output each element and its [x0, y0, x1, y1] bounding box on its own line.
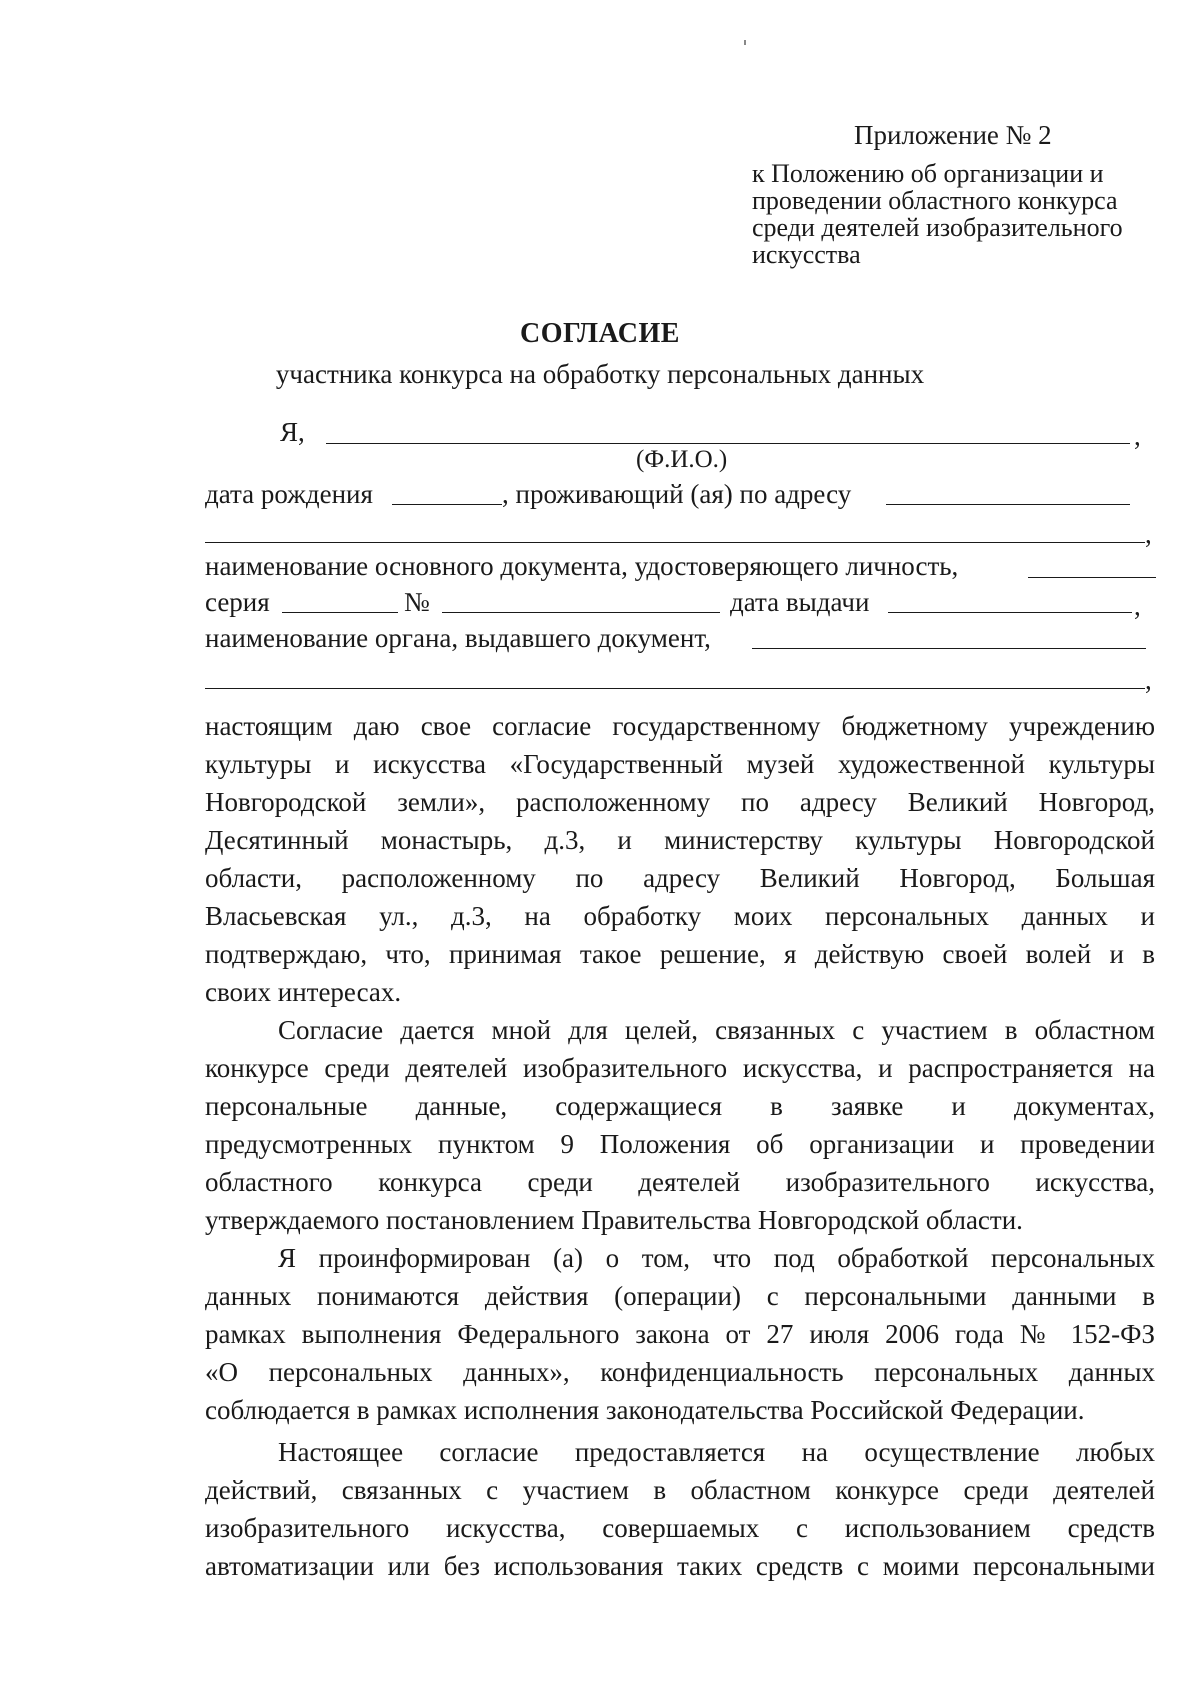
issuer-continuation-field[interactable] — [205, 688, 1145, 689]
paragraph-line: конкурсе среди деятелей изобразительного искусства, и распространяется на — [205, 1053, 1155, 1083]
address-comma: , — [1145, 519, 1152, 549]
paragraph-line: Согласие дается мной для целей, связанных с участием в областном — [278, 1015, 1155, 1045]
paragraph-line: Новгородской земли», расположенному по адресу Великий Новгород, — [205, 787, 1155, 817]
paragraph-line: областного конкурса среди деятелей изобразительного искусства, — [205, 1167, 1155, 1197]
birth-label: дата рождения — [205, 479, 373, 509]
document-name-label: наименование основного документа, удостоверяющего личность, — [205, 551, 959, 581]
address-continuation-field[interactable] — [205, 542, 1145, 543]
i-label: Я, — [280, 417, 305, 447]
paragraph-line: утверждаемого постановлением Правительства Новгородской области. — [205, 1205, 1023, 1235]
paragraph-line: Я проинформирован (а) о том, что под обработкой персональных — [278, 1243, 1155, 1273]
paragraph-line: своих интересах. — [205, 977, 402, 1007]
annex-reference-line: среди деятелей изобразительного — [752, 213, 1123, 242]
fio-comma: , — [1134, 421, 1141, 451]
issue-date-field[interactable] — [888, 612, 1132, 613]
series-label: серия — [205, 587, 270, 617]
issuer-comma: , — [1145, 665, 1152, 695]
annex-number: Приложение № 2 — [854, 120, 1052, 150]
paragraph-line: соблюдается в рамках исполнения законодательства Российской Федерации. — [205, 1395, 1085, 1425]
issuer-field[interactable] — [752, 648, 1146, 649]
number-label: № — [404, 587, 430, 617]
fio-field[interactable] — [326, 443, 1130, 444]
paragraph-line: области, расположенному по адресу Великий Новгород, Большая — [205, 863, 1155, 893]
paragraph-line: Власьевская ул., д.3, на обработку моих персональных данных и — [205, 901, 1155, 931]
paragraph-line: подтверждаю, что, принимая такое решение, я действую своей волей и в — [205, 939, 1155, 969]
scan-speck — [744, 40, 746, 45]
annex-reference-line: к Положению об организации и — [752, 159, 1104, 188]
document-name-field[interactable] — [1028, 577, 1156, 578]
number-field[interactable] — [442, 612, 720, 613]
annex-reference-line: проведении областного конкурса — [752, 186, 1118, 215]
paragraph-line: Десятинный монастырь, д.3, и министерству культуры Новгородской — [205, 825, 1155, 855]
paragraph-line: «О персональных данных», конфиденциальность персональных данных — [205, 1357, 1155, 1387]
residing-label: , проживающий (ая) по адресу — [502, 479, 852, 509]
paragraph-line: данных понимаются действия (операции) с персональными данными в — [205, 1281, 1155, 1311]
paragraph-line: настоящим даю свое согласие государственному бюджетному учреждению — [205, 711, 1155, 741]
address-field[interactable] — [886, 504, 1130, 505]
annex-reference — [752, 160, 1162, 268]
series-field[interactable] — [282, 612, 398, 613]
paragraph-line: Настоящее согласие предоставляется на осуществление любых — [278, 1437, 1155, 1467]
issue-date-comma: , — [1134, 591, 1141, 621]
paragraph-line: персональные данные, содержащиеся в заявке и документах, — [205, 1091, 1155, 1121]
paragraph-line: культуры и искусства «Государственный музей художественной культуры — [205, 749, 1155, 779]
issue-date-label: дата выдачи — [730, 587, 870, 617]
issuer-label: наименование органа, выдавшего документ, — [205, 623, 711, 653]
document-title: СОГЛАСИЕ — [520, 318, 680, 349]
paragraph-line: автоматизации или без использования таких средств с моими персональными — [205, 1551, 1155, 1581]
paragraph-line: изобразительного искусства, совершаемых с использованием средств — [205, 1513, 1155, 1543]
fio-label: (Ф.И.О.) — [636, 446, 728, 473]
paragraph-line: предусмотренных пунктом 9 Положения об организации и проведении — [205, 1129, 1155, 1159]
document-subtitle: участника конкурса на обработку персональных данных — [275, 359, 925, 389]
paragraph-line: рамках выполнения Федерального закона от 27 июля 2006 года № 152-ФЗ — [205, 1319, 1155, 1349]
paragraph-line: действий, связанных с участием в областном конкурсе среди деятелей — [205, 1475, 1155, 1505]
birth-date-field[interactable] — [392, 504, 502, 505]
annex-reference-line: искусства — [752, 240, 861, 269]
